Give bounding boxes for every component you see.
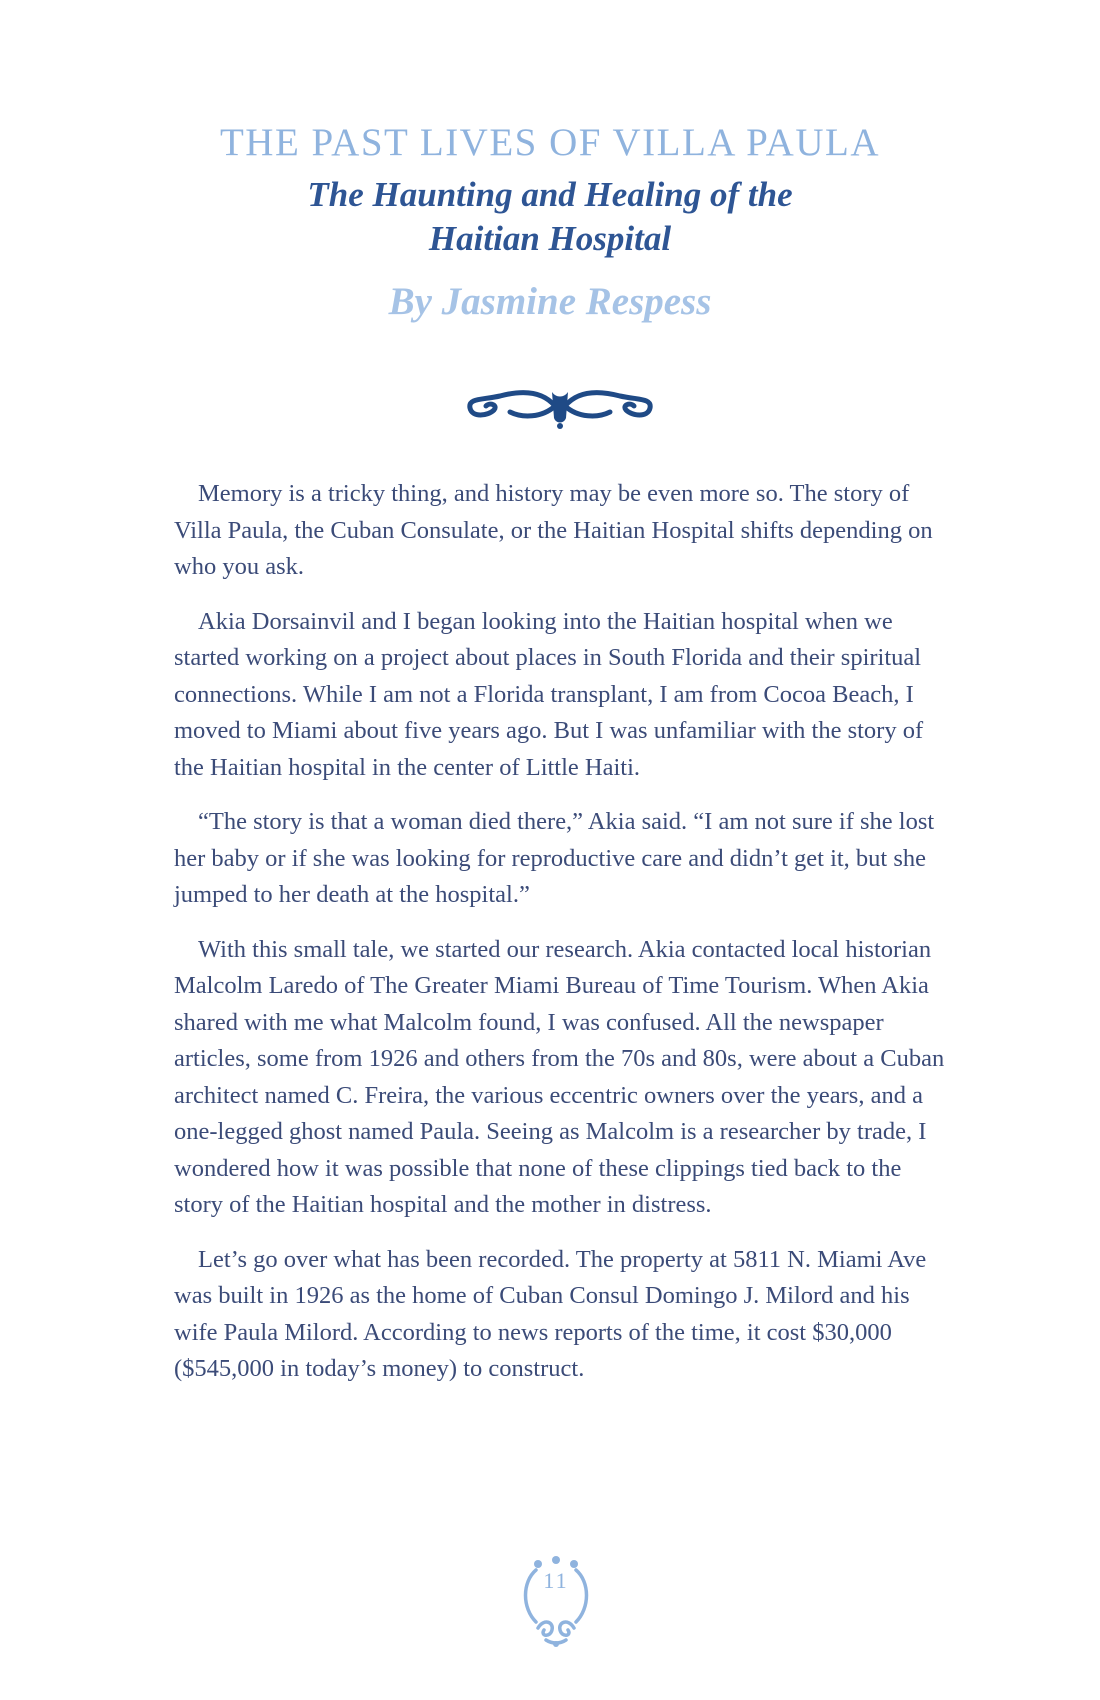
page-number-ornament-icon	[514, 1548, 598, 1648]
paragraph: Akia Dorsainvil and I began looking into the Haitian hospital when we started working on a project about places in South Florida and their spiritual connections. While I am not a Florida transplant, I am from Cocoa Beach, I moved to Miami about five years ago. But I was unfamiliar with the story of the Haitian hospital in the center of Little Haiti.	[174, 607, 924, 781]
paragraph: “The story is that a woman died there,” Akia said. “I am not sure if she lost her baby or if she was looking for reproductive care and didn’t get it, but she jumped to her death at the hospital.”	[174, 808, 935, 908]
article-title: THE PAST LIVES OF VILLA PAULA	[219, 121, 881, 164]
subtitle-line-1: The Haunting and Healing of the	[307, 174, 793, 214]
article-subtitle	[0, 173, 1100, 261]
article-header	[0, 120, 1100, 324]
paragraph: Memory is a tricky thing, and history may be even more so. The story of Villa Paula, the Cuban Consulate, or the Haitian Hospital shifts depending on who you ask.	[174, 480, 933, 580]
page-number: 11	[543, 1568, 569, 1593]
subtitle-line-2: Haitian Hospital	[428, 218, 672, 258]
paragraph: With this small tale, we started our research. Akia contacted local historian Malcolm Laredo of The Greater Miami Bureau of Time Tourism. When Akia shared with me what Malcolm found, I was confused. All the newspaper articles, some from 1926 and others from the 70s and 80s, were about a Cuban architect named C. Freira, the various eccentric owners over the years, and a one-legged ghost named Paula. Seeing as Malcolm is a researcher by trade, I wondered how it was possible that none of these clippings tied back to the story of the Haitian hospital and the mother in distress.	[174, 935, 945, 1218]
article-body	[174, 476, 954, 1406]
author-byline: By Jasmine Respess	[388, 279, 712, 323]
scroll-flourish-icon	[460, 378, 660, 434]
paragraph: Let’s go over what has been recorded. The property at 5811 N. Miami Ave was built in 1926 as the home of Cuban Consul Domingo J. Milord and his wife Paula Milord. According to news reports of the time, it cost $30,000 ($545,000 in today’s money) to construct.	[174, 1245, 927, 1382]
